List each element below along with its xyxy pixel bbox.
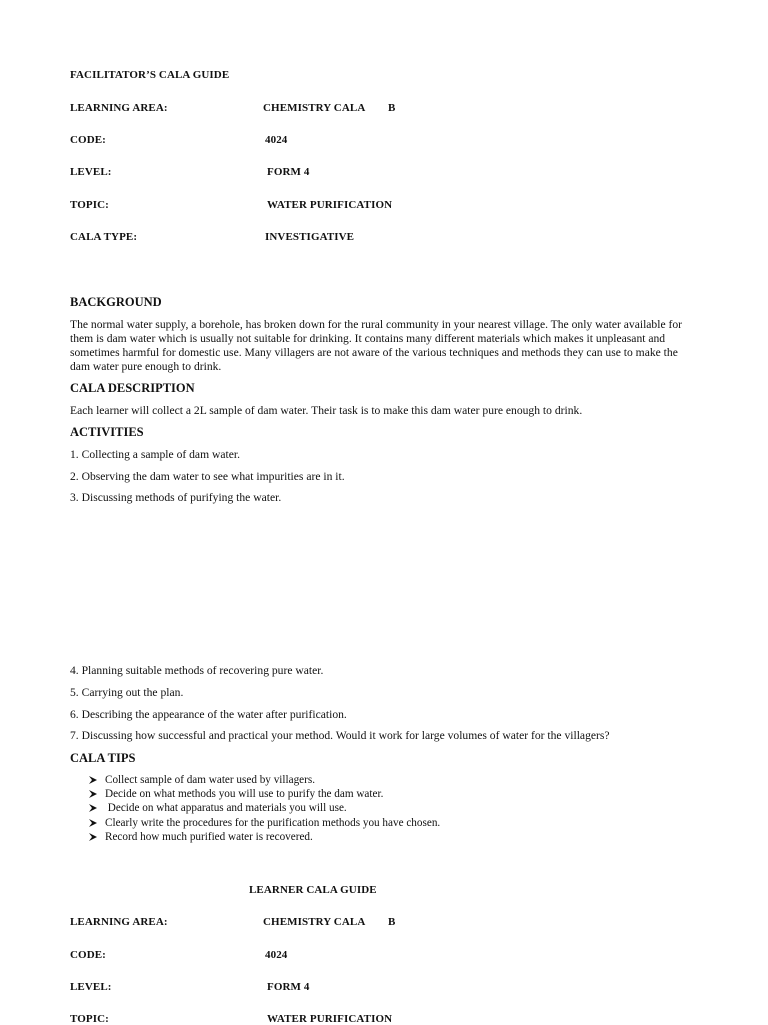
learner-topic-value: WATER PURIFICATION (267, 1013, 393, 1025)
cala-type-label: CALA TYPE: (70, 231, 138, 243)
activity-item: 6. Describing the appearance of the water after purification. (70, 708, 347, 721)
learning-area-label: LEARNING AREA: (70, 102, 168, 114)
topic-label: TOPIC: (70, 199, 109, 211)
background-paragraph: The normal water supply, a borehole, has broken down for the rural community in your nearest village. The only water available for them is dam water which is usually not suitable for drinking. It contains many different materials which makes it unpleasant and sometimes harmful for domestic use. Many villagers are not aware of the various techniques and methods they can use to make the dam water pure enough to drink. (70, 318, 683, 373)
learner-level-value: FORM 4 (267, 981, 310, 993)
tip-text: Record how much purified water is recovered. (105, 830, 313, 843)
activity-item: 5. Carrying out the plan. (70, 686, 184, 699)
code-label: CODE: (70, 134, 106, 146)
arrow-bullet-icon (88, 832, 98, 842)
tip-item (88, 773, 440, 787)
tip-item (88, 787, 440, 801)
learner-code-label: CODE: (70, 949, 106, 961)
learning-area-extra: B (388, 102, 396, 114)
learner-topic-label: TOPIC: (70, 1013, 109, 1025)
learner-code-value: 4024 (265, 949, 288, 961)
arrow-bullet-icon (88, 775, 98, 785)
facilitator-guide-title: FACILITATOR’S CALA GUIDE (70, 69, 230, 81)
tip-text: Clearly write the procedures for the purification methods you have chosen. (105, 816, 441, 829)
tip-item (88, 801, 440, 815)
learner-learning-area-label: LEARNING AREA: (70, 916, 168, 928)
level-value: FORM 4 (267, 166, 310, 178)
topic-value: WATER PURIFICATION (267, 199, 393, 211)
learner-guide-title: LEARNER CALA GUIDE (249, 884, 377, 896)
activity-item: 7. Discussing how successful and practical your method. Would it work for large volumes of water for the villagers? (70, 729, 610, 742)
learner-learning-area-extra: B (388, 916, 396, 928)
activity-item: 2. Observing the dam water to see what impurities are in it. (70, 470, 345, 483)
code-value: 4024 (265, 134, 288, 146)
description-text: Each learner will collect a 2L sample of dam water. Their task is to make this dam water pure enough to drink. (70, 404, 583, 417)
learner-learning-area-value: CHEMISTRY CALA (263, 916, 366, 928)
background-heading: BACKGROUND (70, 295, 162, 309)
tip-item (88, 816, 440, 830)
arrow-bullet-icon (88, 818, 98, 828)
tips-heading: CALA TIPS (70, 751, 136, 765)
arrow-bullet-icon (88, 789, 98, 799)
tip-text: Decide on what methods you will use to purify the dam water. (105, 788, 384, 801)
activity-item: 3. Discussing methods of purifying the water. (70, 491, 282, 504)
tips-list (88, 773, 440, 844)
tip-text: Collect sample of dam water used by villagers. (105, 774, 316, 786)
description-heading: CALA DESCRIPTION (70, 381, 195, 395)
activities-heading: ACTIVITIES (70, 425, 144, 439)
level-label: LEVEL: (70, 166, 112, 178)
learner-level-label: LEVEL: (70, 981, 112, 993)
activity-item: 4. Planning suitable methods of recovering pure water. (70, 664, 324, 677)
learning-area-value: CHEMISTRY CALA (263, 102, 366, 114)
cala-type-value: INVESTIGATIVE (265, 231, 355, 243)
activity-item: 1. Collecting a sample of dam water. (70, 448, 240, 461)
tip-text: Decide on what apparatus and materials you will use. (105, 802, 347, 815)
tip-item (88, 830, 440, 844)
arrow-bullet-icon (88, 803, 98, 813)
